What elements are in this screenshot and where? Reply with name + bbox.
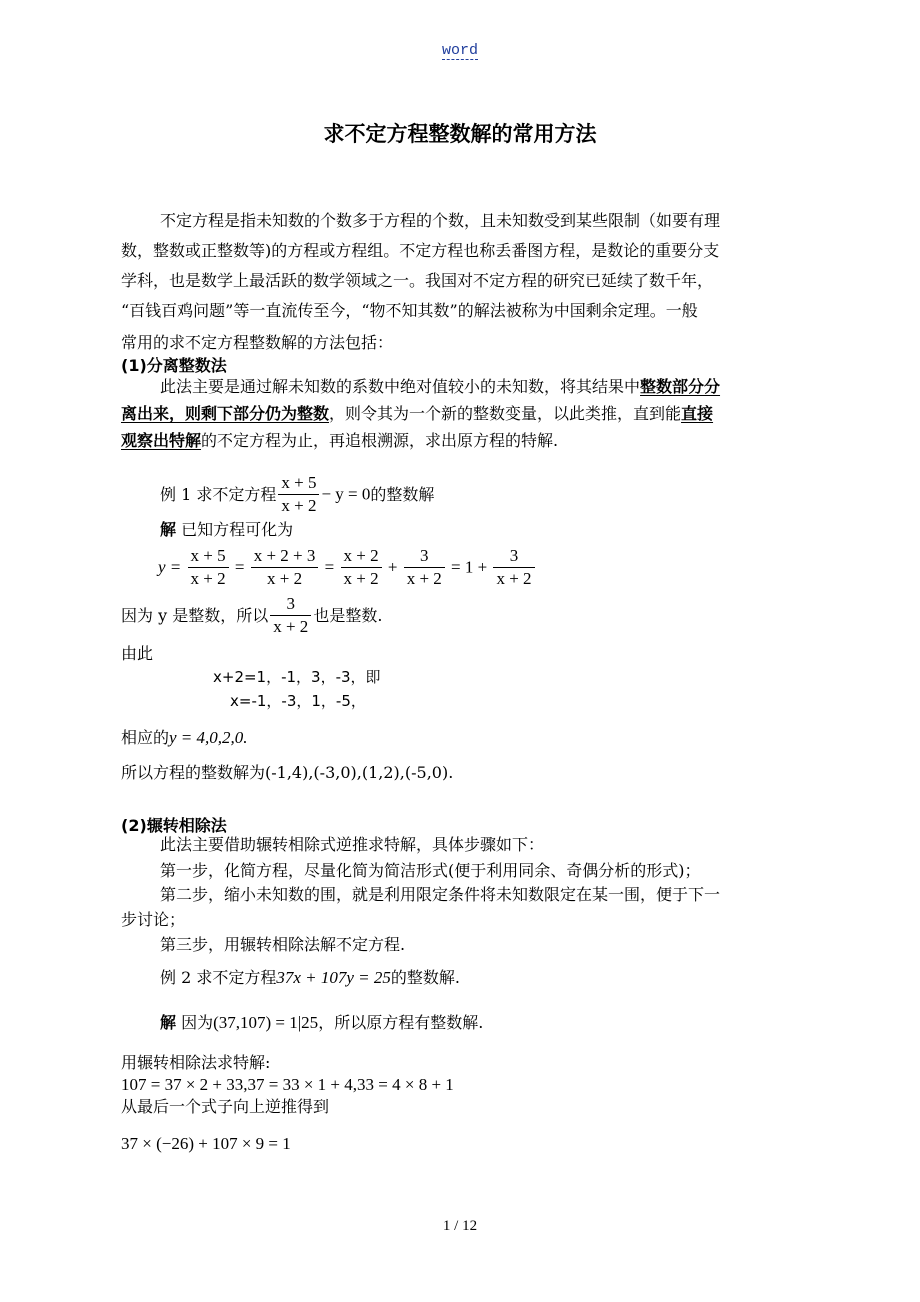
example2-equation-line: 37 × (−26) + 107 × 9 = 1 xyxy=(121,1134,291,1153)
numerator: x + 5 xyxy=(278,472,319,495)
operator: + xyxy=(387,557,398,577)
denominator: x + 2 xyxy=(267,569,303,588)
fraction xyxy=(188,545,229,590)
numerator: 3 xyxy=(493,545,534,568)
solution-label: 解 xyxy=(160,1013,177,1032)
numerator: x + 2 xyxy=(341,545,382,568)
intro-line: 常用的求不定方程整数解的方法包括： xyxy=(121,333,394,352)
section1-line xyxy=(121,399,713,429)
section2-line: 第一步，化简方程，尽量化简为简洁形式(便于利用同余、奇偶分析的形式)； xyxy=(160,861,701,880)
denominator: x + 2 xyxy=(281,496,317,515)
numerator: x + 2 + 3 xyxy=(251,545,319,568)
denominator: x + 2 xyxy=(496,569,532,588)
fraction xyxy=(270,593,311,638)
section2-line: 步讨论； xyxy=(121,910,186,929)
math-text: (37,107) = 1|25 xyxy=(213,1013,319,1032)
text: 因为 y 是整数，所以 xyxy=(121,605,269,625)
text: 也是整数. xyxy=(313,605,383,625)
example1-statement xyxy=(160,472,434,517)
numerator: 3 xyxy=(270,593,311,616)
example2-statement xyxy=(160,968,460,988)
emphasis: 直接 xyxy=(681,404,714,423)
operator: = 1 + xyxy=(451,557,488,577)
fraction xyxy=(341,545,382,590)
text: 的整数解 xyxy=(370,484,435,504)
intro-line: 不定方程是指未知数的个数多于方程的个数，且未知数受到某些限制（如要有理 xyxy=(160,211,721,230)
text: 相应的 xyxy=(121,728,170,747)
intro-line: 学科，也是数学上最活跃的数学领域之一。我国对不定方程的研究已延续了数千年， xyxy=(121,271,714,290)
example1-because xyxy=(121,593,382,638)
section2-heading: (2)辗转相除法 xyxy=(121,816,227,835)
operator: = xyxy=(234,557,245,577)
example2-line: 用辗转相除法求特解: xyxy=(121,1053,271,1072)
page-number: 1 / 12 xyxy=(442,1218,478,1234)
fraction xyxy=(404,545,445,590)
text: 的不定方程为止，再追根溯源，求出原方程的特解. xyxy=(201,431,559,450)
page-title: 求不定方程整数解的常用方法 xyxy=(323,122,597,146)
denominator: x + 2 xyxy=(406,569,442,588)
operator: = xyxy=(324,557,335,577)
math-text: 37x + 107y = 25 xyxy=(276,968,391,987)
math-text: − y = 0 xyxy=(321,484,371,504)
text: 的整数解. xyxy=(390,968,460,987)
numerator: 3 xyxy=(404,545,445,568)
text: ，所以原方程有整数解. xyxy=(318,1013,484,1032)
intro-line: 数，整数或正整数等)的方程或方程组。不定方程也称丢番图方程，是数论的重要分支 xyxy=(121,241,720,260)
example2-solution xyxy=(160,1013,483,1033)
solution-label: 解 xyxy=(160,520,177,539)
text: 此法主要是通过解未知数的系数中绝对值较小的未知数，将其结果中 xyxy=(160,377,641,396)
example1-equation xyxy=(158,545,537,590)
denominator: x + 2 xyxy=(343,569,379,588)
section1-heading: (1)分离整数法 xyxy=(121,356,227,375)
fraction xyxy=(493,545,534,590)
fraction xyxy=(251,545,319,590)
denominator: x + 2 xyxy=(273,617,309,636)
example1-conclusion: 所以方程的整数解为(-1,4),(-3,0),(1,2),(-5,0). xyxy=(121,763,454,782)
section2-line: 第三步，用辗转相除法解不定方程. xyxy=(160,935,406,954)
example2-line: 从最后一个式子向上逆推得到 xyxy=(121,1097,330,1116)
text: 已知方程可化为 xyxy=(176,520,294,539)
example1-thus: 由此 xyxy=(121,644,154,663)
example1-values-b: x=-1，-3，1，-5， xyxy=(230,692,366,710)
math-text: y = xyxy=(158,557,182,577)
example1-values-a: x+2=1，-1，3，-3，即 xyxy=(213,668,381,686)
denominator: x + 2 xyxy=(190,569,226,588)
intro-line: “百钱百鸡问题”等一直流传至今，“物不知其数”的解法被称为中国剩余定理。一般 xyxy=(121,301,698,320)
example1-solution-label xyxy=(160,520,293,539)
header-word-link[interactable]: word xyxy=(441,42,478,59)
example2-equation-line: 107 = 37 × 2 + 33,37 = 33 × 1 + 4,33 = 4 × 8 + 1 xyxy=(121,1075,454,1094)
section2-line: 第二步，缩小未知数的围，就是利用限定条件将未知数限定在某一围，便于下一 xyxy=(160,885,721,904)
section1-line xyxy=(160,372,720,402)
fraction xyxy=(278,472,319,517)
text: 例 2 求不定方程 xyxy=(160,968,277,987)
emphasis: 观察出特解 xyxy=(121,431,202,450)
emphasis: 离出来，则剩下部分仍为整数 xyxy=(121,404,330,423)
example1-corresponding xyxy=(121,728,248,748)
section2-line: 此法主要借助辗转相除式逆推求特解，具体步骤如下： xyxy=(160,835,545,854)
math-text: y = 4,0,2,0. xyxy=(169,728,248,747)
text: 例 1 求不定方程 xyxy=(160,484,277,504)
section1-line xyxy=(121,426,558,456)
text: ，则令其为一个新的整数变量，以此类推，直到能 xyxy=(329,404,682,423)
emphasis: 整数部分分 xyxy=(640,377,721,396)
numerator: x + 5 xyxy=(188,545,229,568)
text: 因为 xyxy=(176,1013,214,1032)
